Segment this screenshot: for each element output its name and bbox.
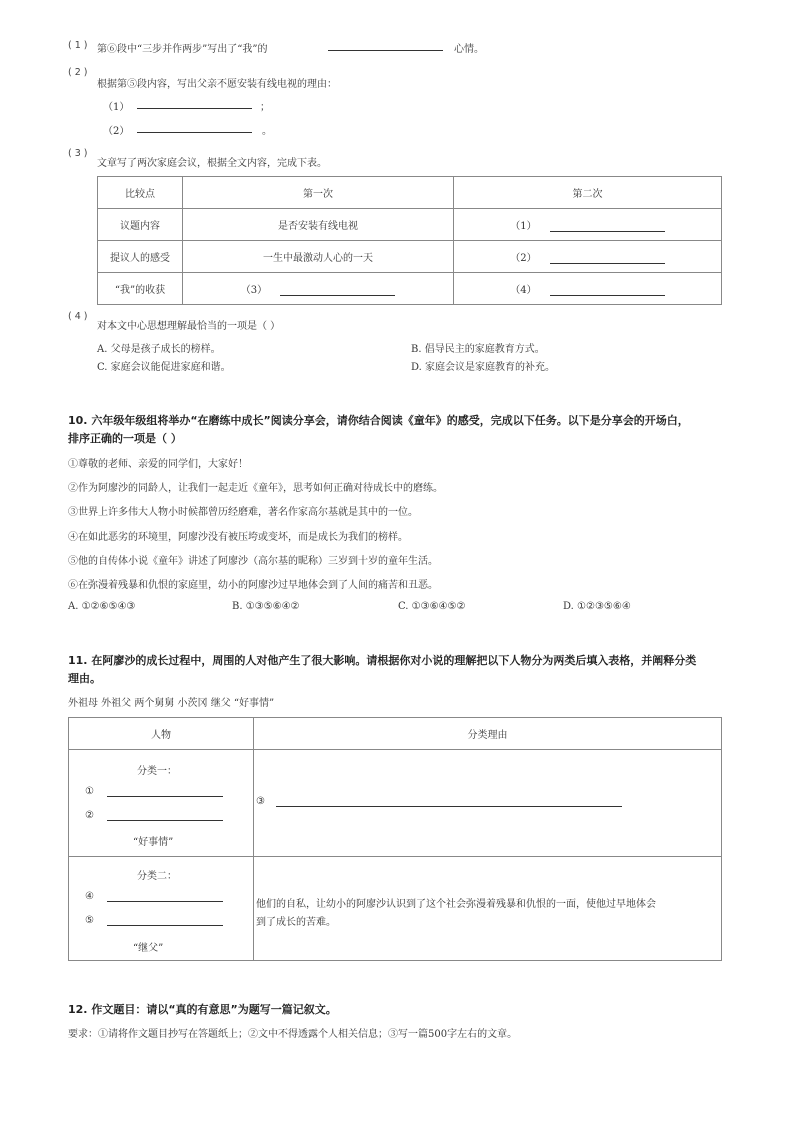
- q10-sentence-5: ⑤他的自传体小说《童年》讲述了阿廖沙（高尔基的昵称）三岁到十岁的童年生活。: [68, 556, 438, 567]
- q10-line2: 排序正确的一项是（ ）: [68, 432, 182, 445]
- q12-requirement: 要求：①请将作文题目抄写在答题纸上；②文中不得透露个人相关信息；③写一篇500字左右的文章。: [68, 1029, 518, 1040]
- q10-option-c[interactable]: C. ①③⑥④⑤②: [398, 601, 466, 612]
- q10-sentence-2: ②作为阿廖沙的同龄人，让我们一起走近《童年》，思考如何正确对待成长中的磨练。: [68, 483, 443, 494]
- blank-3[interactable]: [280, 285, 395, 296]
- category1-slot1-blank[interactable]: [107, 786, 223, 797]
- q10-option-d[interactable]: D. ①②③⑤⑥④: [563, 601, 631, 612]
- q11-people-list: 外祖母 外祖父 两个舅舅 小茨冈 继父 “好事情”: [68, 698, 275, 709]
- family-meeting-table: [97, 176, 722, 305]
- q9-p4-option-b[interactable]: B. 倡导民主的家庭教育方式。: [411, 344, 545, 355]
- table-header-reason: 分类理由: [254, 718, 722, 750]
- q9-p4-option-a[interactable]: A. 父母是孩子成长的榜样。: [97, 344, 221, 355]
- row-gain-second: [454, 273, 722, 305]
- category2-slot2-blank[interactable]: [107, 915, 223, 926]
- q9-p1-answer-blank[interactable]: [328, 40, 443, 51]
- row-gain-first: [183, 273, 454, 305]
- q10-line1: 10. 六年级年级组将举办“在磨练中成长”阅读分享会，请你结合阅读《童年》的感受，完成以下任务。以下是分享会的开场白，: [68, 414, 689, 427]
- q9-p3-number: ( 3 ): [68, 148, 88, 159]
- blank-1[interactable]: [550, 221, 665, 232]
- q9-p2-item1-label: （1）: [103, 102, 130, 113]
- q10-sentence-3: ③世界上许多伟大人物小时候都曾历经磨难，著名作家高尔基就是其中的一位。: [68, 507, 418, 518]
- q9-p2-item1-blank[interactable]: [137, 98, 252, 109]
- table-header-people: 人物: [69, 718, 254, 750]
- row-label-gain: “我”的收获: [98, 273, 183, 305]
- category1-reason-cell: [254, 750, 722, 857]
- category1-given: “好事情”: [133, 837, 174, 848]
- category2-slot1-label: ④: [85, 891, 94, 902]
- category2-reason-line1: 他们的自私，让幼小的阿廖沙认识到了这个社会弥漫着残暴和仇恨的一面，使他过早地体会: [256, 899, 656, 910]
- q9-p4-text: 对本文中心思想理解最恰当的一项是（ ）: [97, 321, 281, 332]
- q9-p2-text: 根据第⑤段内容，写出父亲不愿安装有线电视的理由：: [97, 79, 337, 90]
- q9-p3-text: 文章写了两次家庭会议，根据全文内容，完成下表。: [97, 158, 327, 169]
- row-topic-second: [454, 209, 722, 241]
- blank-label-3: （3）: [240, 285, 268, 296]
- category1-slot2-blank[interactable]: [107, 810, 223, 821]
- row-feeling-second: [454, 241, 722, 273]
- blank-2[interactable]: [550, 253, 665, 264]
- category1-cell: [69, 750, 254, 857]
- row-label-topic: 议题内容: [98, 209, 183, 241]
- q9-p2-item2-end: 。: [262, 126, 272, 137]
- row-feeling-first: 一生中最激动人心的一天: [183, 241, 454, 273]
- blank-label-2: （2）: [510, 253, 537, 264]
- q9-p4-option-d[interactable]: D. 家庭会议是家庭教育的补充。: [411, 362, 556, 373]
- q9-p4-option-c[interactable]: C. 家庭会议能促进家庭和谐。: [97, 362, 231, 373]
- blank-label-1: （1）: [510, 221, 537, 232]
- q10-sentence-1: ①尊敬的老师、亲爱的同学们，大家好！: [68, 459, 248, 470]
- q9-p1-text: 第⑥段中“三步并作两步”写出了“我”的: [97, 44, 268, 55]
- category1-slot1-label: ①: [85, 786, 94, 797]
- category1-reason-label: ③: [256, 796, 265, 807]
- q10-option-a[interactable]: A. ①②⑥⑤④③: [68, 601, 136, 612]
- category1-slot2-label: ②: [85, 810, 94, 821]
- category2-reason-cell: [254, 857, 722, 961]
- row-label-feeling: 提议人的感受: [98, 241, 183, 273]
- q9-p4-number: ( 4 ): [68, 311, 88, 322]
- category2-slot1-blank[interactable]: [107, 891, 223, 902]
- blank-4[interactable]: [550, 285, 665, 296]
- q9-p2-number: ( 2 ): [68, 67, 88, 78]
- category2-reason-line2: 到了成长的苦难。: [256, 917, 336, 928]
- table-header-first: 第一次: [183, 177, 454, 209]
- q10-sentence-4: ④在如此恶劣的环境里，阿廖沙没有被压垮或变坏，而是成长为我们的榜样。: [68, 532, 408, 543]
- category1-reason-blank[interactable]: [276, 796, 622, 807]
- table-header-compare: 比较点: [98, 177, 183, 209]
- q11-line2: 理由。: [68, 672, 101, 685]
- q9-p2-item2-blank[interactable]: [137, 122, 252, 133]
- row-topic-first: 是否安装有线电视: [183, 209, 454, 241]
- blank-label-4: （4）: [510, 285, 537, 296]
- q11-line1: 11. 在阿廖沙的成长过程中，周围的人对他产生了很大影响。请根据你对小说的理解把以下人物分为两类后填入表格，并阐释分类: [68, 654, 697, 667]
- category2-slot2-label: ⑤: [85, 915, 94, 926]
- table-header-second: 第二次: [454, 177, 722, 209]
- category2-title: 分类二：: [137, 871, 177, 882]
- q12-title: 12. 作文题目：请以“真的有意思”为题写一篇记叙文。: [68, 1003, 337, 1016]
- classification-table: [68, 717, 722, 961]
- category2-given: “继父”: [133, 943, 164, 954]
- q9-p2-item1-end: ；: [260, 102, 270, 113]
- q10-option-b[interactable]: B. ①③⑤⑥④②: [232, 601, 300, 612]
- q10-sentence-6: ⑥在弥漫着残暴和仇恨的家庭里，幼小的阿廖沙过早地体会到了人间的痛苦和丑恶。: [68, 580, 438, 591]
- q9-p2-item2-label: （2）: [103, 126, 130, 137]
- q9-p1-text-after: 心情。: [454, 44, 484, 55]
- category2-cell: [69, 857, 254, 961]
- q9-p1-number: ( 1 ): [68, 40, 88, 51]
- category1-title: 分类一：: [137, 766, 177, 777]
